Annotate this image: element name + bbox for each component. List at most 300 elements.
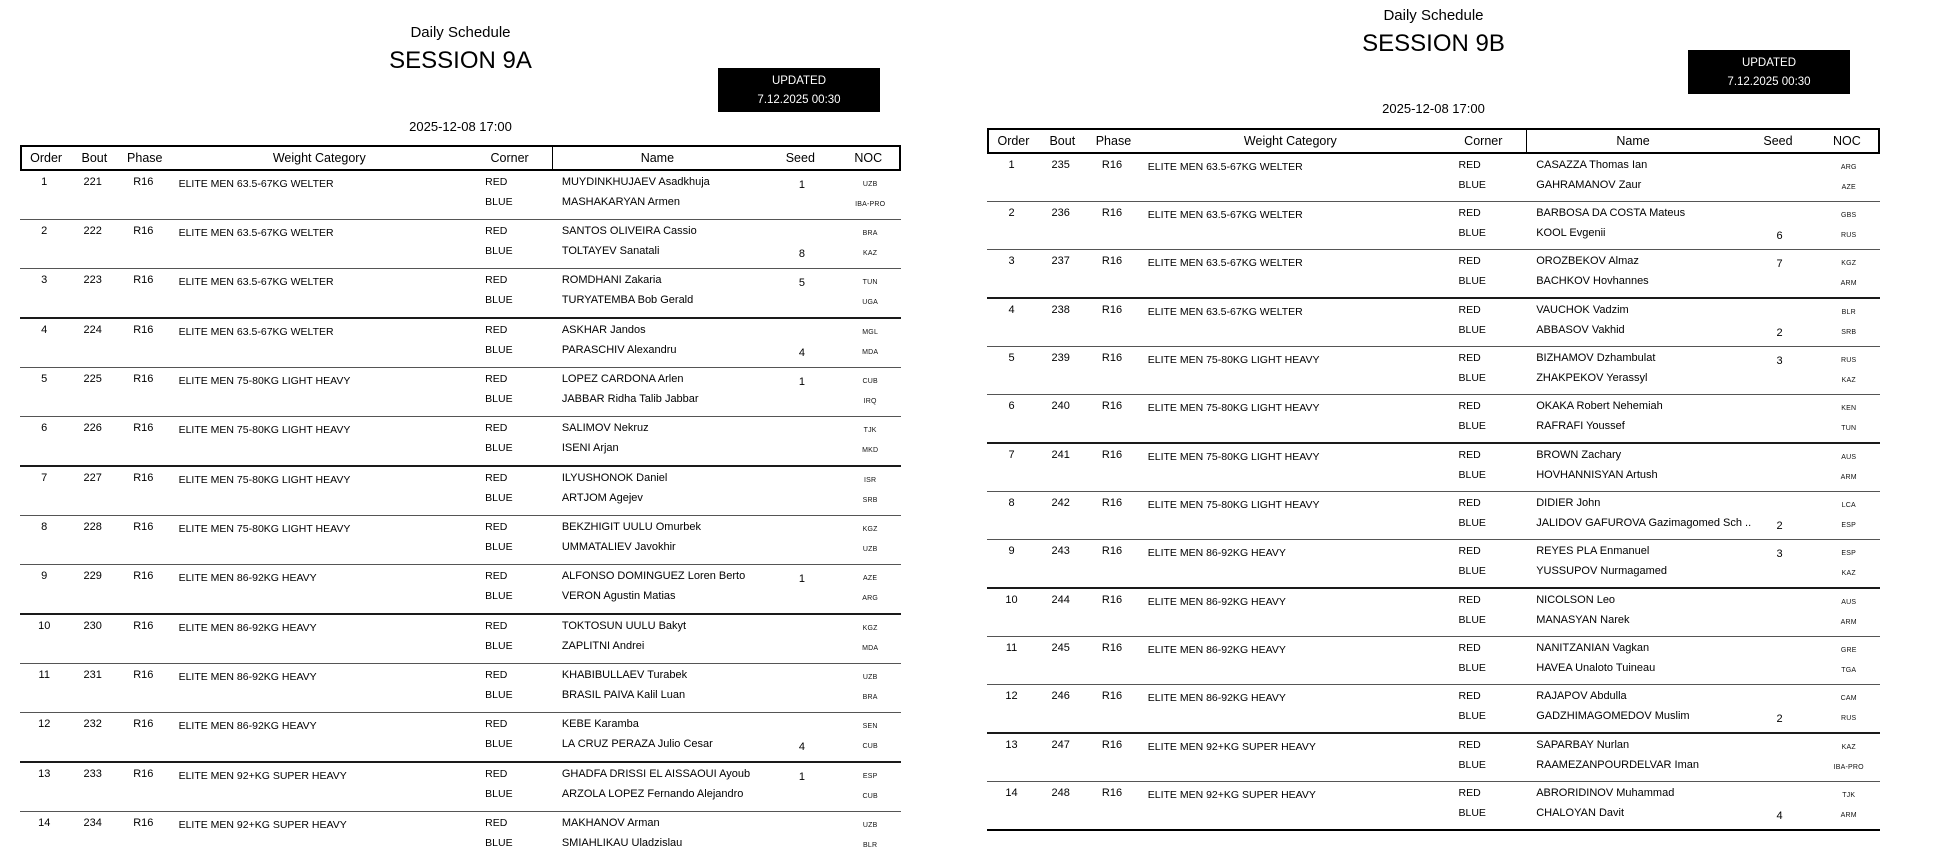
- red-boxer-name: BARBOSA DA COSTA Mateus: [1536, 207, 1686, 219]
- weight-category-cell: ELITE MEN 75-80KG LIGHT HEAVY: [1147, 353, 1320, 366]
- blue-noc-cell: RUS: [1841, 715, 1857, 722]
- weight-category-cell: ELITE MEN 75-80KG LIGHT HEAVY: [178, 423, 351, 436]
- red-boxer-name: ROMDHANI Zakaria: [561, 274, 662, 286]
- blue-corner-label: BLUE: [485, 442, 513, 454]
- red-corner-label: RED: [1458, 787, 1481, 799]
- weight-category-cell: ELITE MEN 86-92KG HEAVY: [1147, 643, 1286, 656]
- blue-boxer-name: GADZHIMAGOMEDOV Muslim: [1536, 710, 1690, 722]
- bout-row: [20, 417, 901, 467]
- blue-boxer-name: VERON Agustin Matias: [561, 590, 676, 602]
- blue-boxer-name: JABBAR Ridha Talib Jabbar: [561, 393, 699, 405]
- phase-cell: R16: [1101, 449, 1123, 461]
- red-noc-cell: ARG: [1840, 164, 1857, 171]
- red-boxer-name: VAUCHOK Vadzim: [1536, 304, 1629, 316]
- red-seed-cell: 1: [798, 771, 805, 783]
- bout-row: [20, 713, 901, 763]
- phase-cell: R16: [1101, 787, 1123, 799]
- weight-category-cell: ELITE MEN 63.5-67KG WELTER: [1147, 208, 1303, 221]
- bout-number-cell: 221: [83, 176, 102, 188]
- red-noc-cell: KEN: [1841, 405, 1857, 412]
- phase-cell: R16: [133, 817, 154, 829]
- document-title: Daily Schedule: [1383, 7, 1484, 24]
- order-cell: 6: [1008, 400, 1015, 412]
- blue-boxer-name: ABBASOV Vakhid: [1536, 324, 1625, 336]
- blue-corner-label: BLUE: [485, 590, 513, 602]
- red-corner-label: RED: [485, 472, 508, 484]
- red-corner-label: RED: [1458, 690, 1481, 702]
- blue-corner-label: BLUE: [1458, 517, 1486, 529]
- blue-corner-label: BLUE: [1458, 420, 1486, 432]
- session-title: SESSION 9A: [389, 47, 532, 74]
- blue-boxer-name: ZHAKPEKOV Yerassyl: [1536, 372, 1648, 384]
- col-phase-header: Phase: [1095, 134, 1132, 148]
- blue-noc-cell: MKD: [862, 447, 879, 454]
- weight-category-cell: ELITE MEN 86-92KG HEAVY: [178, 621, 317, 634]
- blue-boxer-name: BACHKOV Hovhannes: [1536, 275, 1649, 287]
- blue-noc-cell: TGA: [1841, 667, 1857, 674]
- blue-boxer-name: CHALOYAN Davit: [1536, 807, 1625, 819]
- red-boxer-name: SAPARBAY Nurlan: [1536, 739, 1630, 751]
- bout-number-cell: 236: [1051, 207, 1070, 219]
- order-cell: 1: [41, 176, 48, 188]
- bout-row: [987, 734, 1880, 782]
- bout-number-cell: 227: [83, 472, 102, 484]
- bout-number-cell: 237: [1051, 255, 1070, 267]
- phase-cell: R16: [1101, 304, 1123, 316]
- phase-cell: R16: [133, 472, 154, 484]
- phase-cell: R16: [133, 669, 154, 681]
- blue-corner-label: BLUE: [485, 689, 513, 701]
- blue-seed-cell: 4: [798, 741, 805, 753]
- weight-category-cell: ELITE MEN 75-80KG LIGHT HEAVY: [1147, 401, 1320, 414]
- blue-corner-label: BLUE: [485, 196, 513, 208]
- page-session-9b: [987, 0, 1880, 831]
- col-noc-header: NOC: [854, 151, 883, 165]
- bout-number-cell: 234: [83, 817, 102, 829]
- red-corner-label: RED: [1458, 594, 1481, 606]
- bout-row: [987, 154, 1880, 202]
- red-corner-label: RED: [485, 176, 508, 188]
- order-cell: 12: [38, 718, 51, 730]
- bout-number-cell: 229: [83, 570, 102, 582]
- red-noc-cell: ESP: [1841, 550, 1857, 557]
- red-corner-label: RED: [1458, 497, 1481, 509]
- red-corner-label: RED: [1458, 304, 1481, 316]
- blue-noc-cell: ARM: [1840, 619, 1857, 626]
- bout-number-cell: 247: [1051, 739, 1070, 751]
- red-corner-label: RED: [1458, 545, 1481, 557]
- red-corner-label: RED: [485, 570, 508, 582]
- col-name-header: Name: [640, 151, 675, 165]
- red-boxer-name: SALIMOV Nekruz: [561, 422, 649, 434]
- red-boxer-name: KEBE Karamba: [561, 718, 639, 730]
- red-noc-cell: TJK: [1842, 792, 1856, 799]
- bout-number-cell: 225: [83, 373, 102, 385]
- blue-seed-cell: 6: [1776, 230, 1783, 242]
- red-corner-label: RED: [1458, 255, 1481, 267]
- red-noc-cell: UZB: [862, 181, 878, 188]
- phase-cell: R16: [1101, 545, 1123, 557]
- col-corner-header: Corner: [490, 151, 529, 165]
- blue-boxer-name: MASHAKARYAN Armen: [561, 196, 680, 208]
- blue-boxer-name: JALIDOV GAFUROVA Gazimagomed Sch ..: [1536, 517, 1752, 529]
- bout-row: [20, 812, 901, 860]
- bout-row: [987, 492, 1880, 540]
- order-cell: 8: [41, 521, 48, 533]
- order-cell: 2: [41, 225, 48, 237]
- bout-row: [987, 395, 1880, 444]
- red-corner-label: RED: [1458, 642, 1481, 654]
- bout-number-cell: 240: [1051, 400, 1070, 412]
- document-title: Daily Schedule: [410, 24, 511, 41]
- blue-noc-cell: UZB: [862, 546, 878, 553]
- order-cell: 8: [1008, 497, 1015, 509]
- phase-cell: R16: [133, 570, 154, 582]
- phase-cell: R16: [133, 274, 154, 286]
- blue-noc-cell: SRB: [862, 497, 878, 504]
- bout-number-cell: 233: [83, 768, 102, 780]
- blue-noc-cell: MDA: [862, 645, 879, 652]
- red-noc-cell: SEN: [862, 723, 878, 730]
- weight-category-cell: ELITE MEN 75-80KG LIGHT HEAVY: [1147, 450, 1320, 463]
- order-cell: 7: [41, 472, 48, 484]
- blue-corner-label: BLUE: [485, 245, 513, 257]
- red-boxer-name: GHADFA DRISSI EL AISSAOUI Ayoub: [561, 768, 751, 780]
- blue-seed-cell: 2: [1776, 713, 1783, 725]
- bout-row: [20, 565, 901, 615]
- blue-seed-cell: 2: [1776, 520, 1783, 532]
- order-cell: 4: [41, 324, 48, 336]
- blue-corner-label: BLUE: [485, 738, 513, 750]
- red-seed-cell: 3: [1776, 548, 1783, 560]
- red-noc-cell: UZB: [862, 674, 878, 681]
- blue-seed-cell: 4: [798, 347, 805, 359]
- updated-label: UPDATED: [771, 75, 827, 87]
- blue-noc-cell: IBA-PRO: [1833, 764, 1864, 771]
- order-cell: 11: [38, 669, 50, 681]
- order-cell: 10: [38, 620, 51, 632]
- col-order-header: Order: [997, 134, 1030, 148]
- blue-noc-cell: AZE: [1841, 184, 1856, 191]
- weight-category-cell: ELITE MEN 75-80KG LIGHT HEAVY: [178, 374, 351, 387]
- order-cell: 3: [1008, 255, 1015, 267]
- bout-number-cell: 231: [83, 669, 102, 681]
- bout-number-cell: 224: [83, 324, 102, 336]
- phase-cell: R16: [1101, 255, 1123, 267]
- blue-noc-cell: ARM: [1840, 280, 1857, 287]
- order-cell: 9: [1008, 545, 1015, 557]
- phase-cell: R16: [1101, 642, 1123, 654]
- bout-number-cell: 244: [1051, 594, 1070, 606]
- blue-boxer-name: HAVEA Unaloto Tuineau: [1536, 662, 1656, 674]
- col-bout-header: Bout: [81, 151, 108, 165]
- order-cell: 10: [1005, 594, 1018, 606]
- red-boxer-name: BEKZHIGIT UULU Omurbek: [561, 521, 701, 533]
- session-title: SESSION 9B: [1362, 30, 1505, 57]
- bout-row: [987, 637, 1880, 685]
- weight-category-cell: ELITE MEN 75-80KG LIGHT HEAVY: [1147, 498, 1320, 511]
- red-noc-cell: ESP: [862, 773, 878, 780]
- weight-category-cell: ELITE MEN 63.5-67KG WELTER: [1147, 160, 1303, 173]
- bout-number-cell: 228: [83, 521, 102, 533]
- weight-category-cell: ELITE MEN 86-92KG HEAVY: [178, 670, 317, 683]
- red-corner-label: RED: [485, 324, 508, 336]
- red-boxer-name: BIZHAMOV Dzhambulat: [1536, 352, 1656, 364]
- col-seed-header: Seed: [1763, 134, 1793, 148]
- red-corner-label: RED: [1458, 207, 1481, 219]
- red-boxer-name: OKAKA Robert Nehemiah: [1536, 400, 1663, 412]
- page-session-9a: [20, 0, 901, 849]
- bout-number-cell: 246: [1051, 690, 1070, 702]
- blue-boxer-name: YUSSUPOV Nurmagamed: [1536, 565, 1668, 577]
- order-cell: 13: [1005, 739, 1018, 751]
- weight-category-cell: ELITE MEN 86-92KG HEAVY: [1147, 546, 1286, 559]
- table-body: [987, 154, 1880, 831]
- red-corner-label: RED: [1458, 400, 1481, 412]
- phase-cell: R16: [133, 768, 154, 780]
- blue-noc-cell: KAZ: [1841, 377, 1856, 384]
- updated-stamp: [1688, 50, 1850, 94]
- weight-category-cell: ELITE MEN 63.5-67KG WELTER: [178, 275, 334, 288]
- phase-cell: R16: [133, 718, 154, 730]
- red-corner-label: RED: [485, 718, 508, 730]
- bout-row: [20, 319, 901, 368]
- table-header-row: [987, 128, 1880, 154]
- weight-category-cell: ELITE MEN 75-80KG LIGHT HEAVY: [178, 522, 351, 535]
- weight-category-cell: ELITE MEN 63.5-67KG WELTER: [1147, 256, 1303, 269]
- bout-row: [20, 664, 901, 713]
- bout-row: [987, 202, 1880, 250]
- blue-noc-cell: ARM: [1840, 812, 1857, 819]
- updated-timestamp: 7.12.2025 00:30: [1727, 76, 1811, 88]
- blue-noc-cell: ESP: [1841, 522, 1857, 529]
- col-corner-header: Corner: [1464, 134, 1503, 148]
- red-noc-cell: TUN: [862, 279, 878, 286]
- order-cell: 3: [41, 274, 48, 286]
- blue-boxer-name: RAAMEZANPOURDELVAR Iman: [1536, 759, 1699, 771]
- red-corner-label: RED: [485, 669, 508, 681]
- weight-category-cell: ELITE MEN 63.5-67KG WELTER: [178, 226, 334, 239]
- weight-category-cell: ELITE MEN 92+KG SUPER HEAVY: [178, 818, 347, 831]
- phase-cell: R16: [133, 620, 154, 632]
- weight-category-cell: ELITE MEN 63.5-67KG WELTER: [178, 177, 334, 190]
- red-corner-label: RED: [485, 817, 508, 829]
- blue-corner-label: BLUE: [1458, 372, 1486, 384]
- blue-noc-cell: BRA: [862, 694, 878, 701]
- blue-noc-cell: IRQ: [863, 398, 877, 405]
- blue-noc-cell: CUB: [862, 743, 878, 750]
- bout-row: [987, 444, 1880, 492]
- red-seed-cell: 1: [798, 179, 805, 191]
- weight-category-cell: ELITE MEN 92+KG SUPER HEAVY: [1147, 788, 1316, 801]
- col-name-header: Name: [1616, 134, 1650, 148]
- red-noc-cell: KGZ: [862, 625, 878, 632]
- bout-number-cell: 241: [1051, 449, 1070, 461]
- red-noc-cell: RUS: [1841, 357, 1857, 364]
- bout-number-cell: 248: [1051, 787, 1070, 799]
- weight-category-cell: ELITE MEN 63.5-67KG WELTER: [178, 325, 334, 338]
- bout-row: [987, 782, 1880, 831]
- blue-corner-label: BLUE: [485, 788, 513, 800]
- blue-corner-label: BLUE: [1458, 565, 1486, 577]
- red-corner-label: RED: [1458, 449, 1481, 461]
- blue-boxer-name: UMMATALIEV Javokhir: [561, 541, 676, 553]
- red-boxer-name: ILYUSHONOK Daniel: [561, 472, 668, 484]
- updated-label: UPDATED: [1741, 57, 1797, 69]
- red-boxer-name: DIDIER John: [1536, 497, 1601, 509]
- order-cell: 2: [1008, 207, 1015, 219]
- blue-corner-label: BLUE: [1458, 275, 1486, 287]
- red-boxer-name: KHABIBULLAEV Turabek: [561, 669, 688, 681]
- blue-corner-label: BLUE: [1458, 227, 1486, 239]
- phase-cell: R16: [133, 422, 154, 434]
- order-cell: 11: [1005, 642, 1018, 654]
- red-noc-cell: KGZ: [862, 526, 878, 533]
- weight-category-cell: ELITE MEN 75-80KG LIGHT HEAVY: [178, 473, 351, 486]
- bout-row: [20, 220, 901, 269]
- red-corner-label: RED: [1458, 159, 1481, 171]
- session-datetime: 2025-12-08 17:00: [409, 119, 512, 134]
- bout-row: [987, 540, 1880, 589]
- weight-category-cell: ELITE MEN 92+KG SUPER HEAVY: [178, 769, 347, 782]
- blue-noc-cell: ARM: [1840, 474, 1857, 481]
- blue-boxer-name: TURYATEMBA Bob Gerald: [561, 294, 694, 306]
- red-corner-label: RED: [485, 422, 508, 434]
- red-noc-cell: BLR: [1841, 309, 1856, 316]
- blue-corner-label: BLUE: [1458, 179, 1486, 191]
- blue-boxer-name: ISENI Arjan: [561, 442, 619, 454]
- red-boxer-name: OROZBEKOV Almaz: [1536, 255, 1639, 267]
- bout-row: [987, 347, 1880, 395]
- order-cell: 4: [1008, 304, 1015, 316]
- red-noc-cell: AZE: [863, 575, 878, 582]
- blue-boxer-name: ARZOLA LOPEZ Fernando Alejandro: [561, 788, 744, 800]
- blue-corner-label: BLUE: [485, 492, 513, 504]
- blue-boxer-name: SMIAHLIKAU Uladzislau: [561, 837, 683, 849]
- red-boxer-name: ALFONSO DOMINGUEZ Loren Berto: [561, 570, 746, 582]
- order-cell: 12: [1005, 690, 1018, 702]
- bout-number-cell: 239: [1051, 352, 1070, 364]
- red-seed-cell: 7: [1776, 258, 1783, 270]
- bout-row: [20, 269, 901, 319]
- red-corner-label: RED: [1458, 739, 1481, 751]
- red-seed-cell: 3: [1776, 355, 1783, 367]
- col-order-header: Order: [30, 151, 63, 165]
- blue-corner-label: BLUE: [485, 393, 513, 405]
- weight-category-cell: ELITE MEN 63.5-67KG WELTER: [1147, 305, 1303, 318]
- phase-cell: R16: [1101, 594, 1123, 606]
- weight-category-cell: ELITE MEN 86-92KG HEAVY: [1147, 595, 1286, 608]
- red-boxer-name: ABRORIDINOV Muhammad: [1536, 787, 1675, 799]
- phase-cell: R16: [133, 225, 154, 237]
- bout-row: [987, 250, 1880, 299]
- col-phase-header: Phase: [127, 151, 163, 165]
- red-corner-label: RED: [485, 768, 508, 780]
- red-noc-cell: ISR: [864, 477, 877, 484]
- red-boxer-name: RAJAPOV Abdulla: [1536, 690, 1627, 702]
- blue-boxer-name: ARTJOM Agejev: [561, 492, 643, 504]
- blue-corner-label: BLUE: [485, 837, 513, 849]
- col-weight-category-header: Weight Category: [1243, 134, 1337, 148]
- blue-boxer-name: ZAPLITNI Andrei: [561, 640, 645, 652]
- blue-corner-label: BLUE: [1458, 469, 1486, 481]
- bout-number-cell: 226: [83, 422, 102, 434]
- order-cell: 7: [1008, 449, 1015, 461]
- bout-number-cell: 242: [1051, 497, 1070, 509]
- blue-boxer-name: BRASIL PAIVA Kalil Luan: [561, 689, 686, 701]
- red-noc-cell: GRE: [1840, 647, 1857, 654]
- bout-number-cell: 223: [83, 274, 102, 286]
- phase-cell: R16: [133, 373, 154, 385]
- order-cell: 1: [1008, 159, 1015, 171]
- blue-noc-cell: RUS: [1841, 232, 1857, 239]
- blue-seed-cell: 8: [798, 248, 805, 260]
- blue-corner-label: BLUE: [1458, 807, 1486, 819]
- red-boxer-name: ASKHAR Jandos: [561, 324, 646, 336]
- blue-corner-label: BLUE: [485, 541, 513, 553]
- blue-seed-cell: 2: [1776, 327, 1783, 339]
- phase-cell: R16: [1101, 497, 1123, 509]
- order-cell: 9: [41, 570, 48, 582]
- red-boxer-name: NANITZANIAN Vagkan: [1536, 642, 1650, 654]
- blue-noc-cell: SRB: [1841, 329, 1857, 336]
- red-boxer-name: MUYDINKHUJAEV Asadkhuja: [561, 176, 710, 188]
- bout-number-cell: 243: [1051, 545, 1070, 557]
- red-boxer-name: NICOLSON Leo: [1536, 594, 1616, 606]
- red-noc-cell: KAZ: [1841, 744, 1856, 751]
- blue-boxer-name: LA CRUZ PERAZA Julio Cesar: [561, 738, 713, 750]
- red-corner-label: RED: [485, 521, 508, 533]
- red-boxer-name: TOKTOSUN UULU Bakyt: [561, 620, 687, 632]
- order-cell: 5: [1008, 352, 1015, 364]
- bout-row: [987, 685, 1880, 734]
- weight-category-cell: ELITE MEN 86-92KG HEAVY: [1147, 691, 1286, 704]
- red-noc-cell: LCA: [1841, 502, 1856, 509]
- bout-number-cell: 238: [1051, 304, 1070, 316]
- red-seed-cell: 1: [798, 573, 805, 585]
- blue-noc-cell: IBA-PRO: [855, 201, 886, 208]
- blue-noc-cell: KAZ: [1841, 570, 1856, 577]
- blue-corner-label: BLUE: [1458, 759, 1486, 771]
- blue-boxer-name: TOLTAYEV Sanatali: [561, 245, 660, 257]
- table-header-row: [20, 145, 901, 171]
- order-cell: 13: [38, 768, 51, 780]
- blue-seed-cell: 4: [1776, 810, 1783, 822]
- weight-category-cell: ELITE MEN 86-92KG HEAVY: [178, 719, 317, 732]
- red-noc-cell: UZB: [862, 822, 878, 829]
- col-weight-category-header: Weight Category: [272, 151, 366, 165]
- blue-noc-cell: ARG: [862, 595, 879, 602]
- order-cell: 5: [41, 373, 48, 385]
- blue-boxer-name: GAHRAMANOV Zaur: [1536, 179, 1642, 191]
- phase-cell: R16: [1101, 739, 1123, 751]
- blue-boxer-name: HOVHANNISYAN Artush: [1536, 469, 1658, 481]
- bout-row: [987, 299, 1880, 347]
- blue-corner-label: BLUE: [485, 344, 513, 356]
- red-seed-cell: 1: [798, 376, 805, 388]
- blue-corner-label: BLUE: [1458, 710, 1486, 722]
- blue-noc-cell: BLR: [863, 842, 878, 849]
- red-corner-label: RED: [485, 274, 508, 286]
- red-boxer-name: CASAZZA Thomas Ian: [1536, 159, 1648, 171]
- blue-boxer-name: KOOL Evgenii: [1536, 227, 1606, 239]
- bout-row: [20, 171, 901, 220]
- bout-table: [987, 128, 1880, 831]
- col-bout-header: Bout: [1049, 134, 1076, 148]
- red-boxer-name: MAKHANOV Arman: [561, 817, 660, 829]
- bout-table: [20, 145, 901, 860]
- bout-row: [20, 763, 901, 812]
